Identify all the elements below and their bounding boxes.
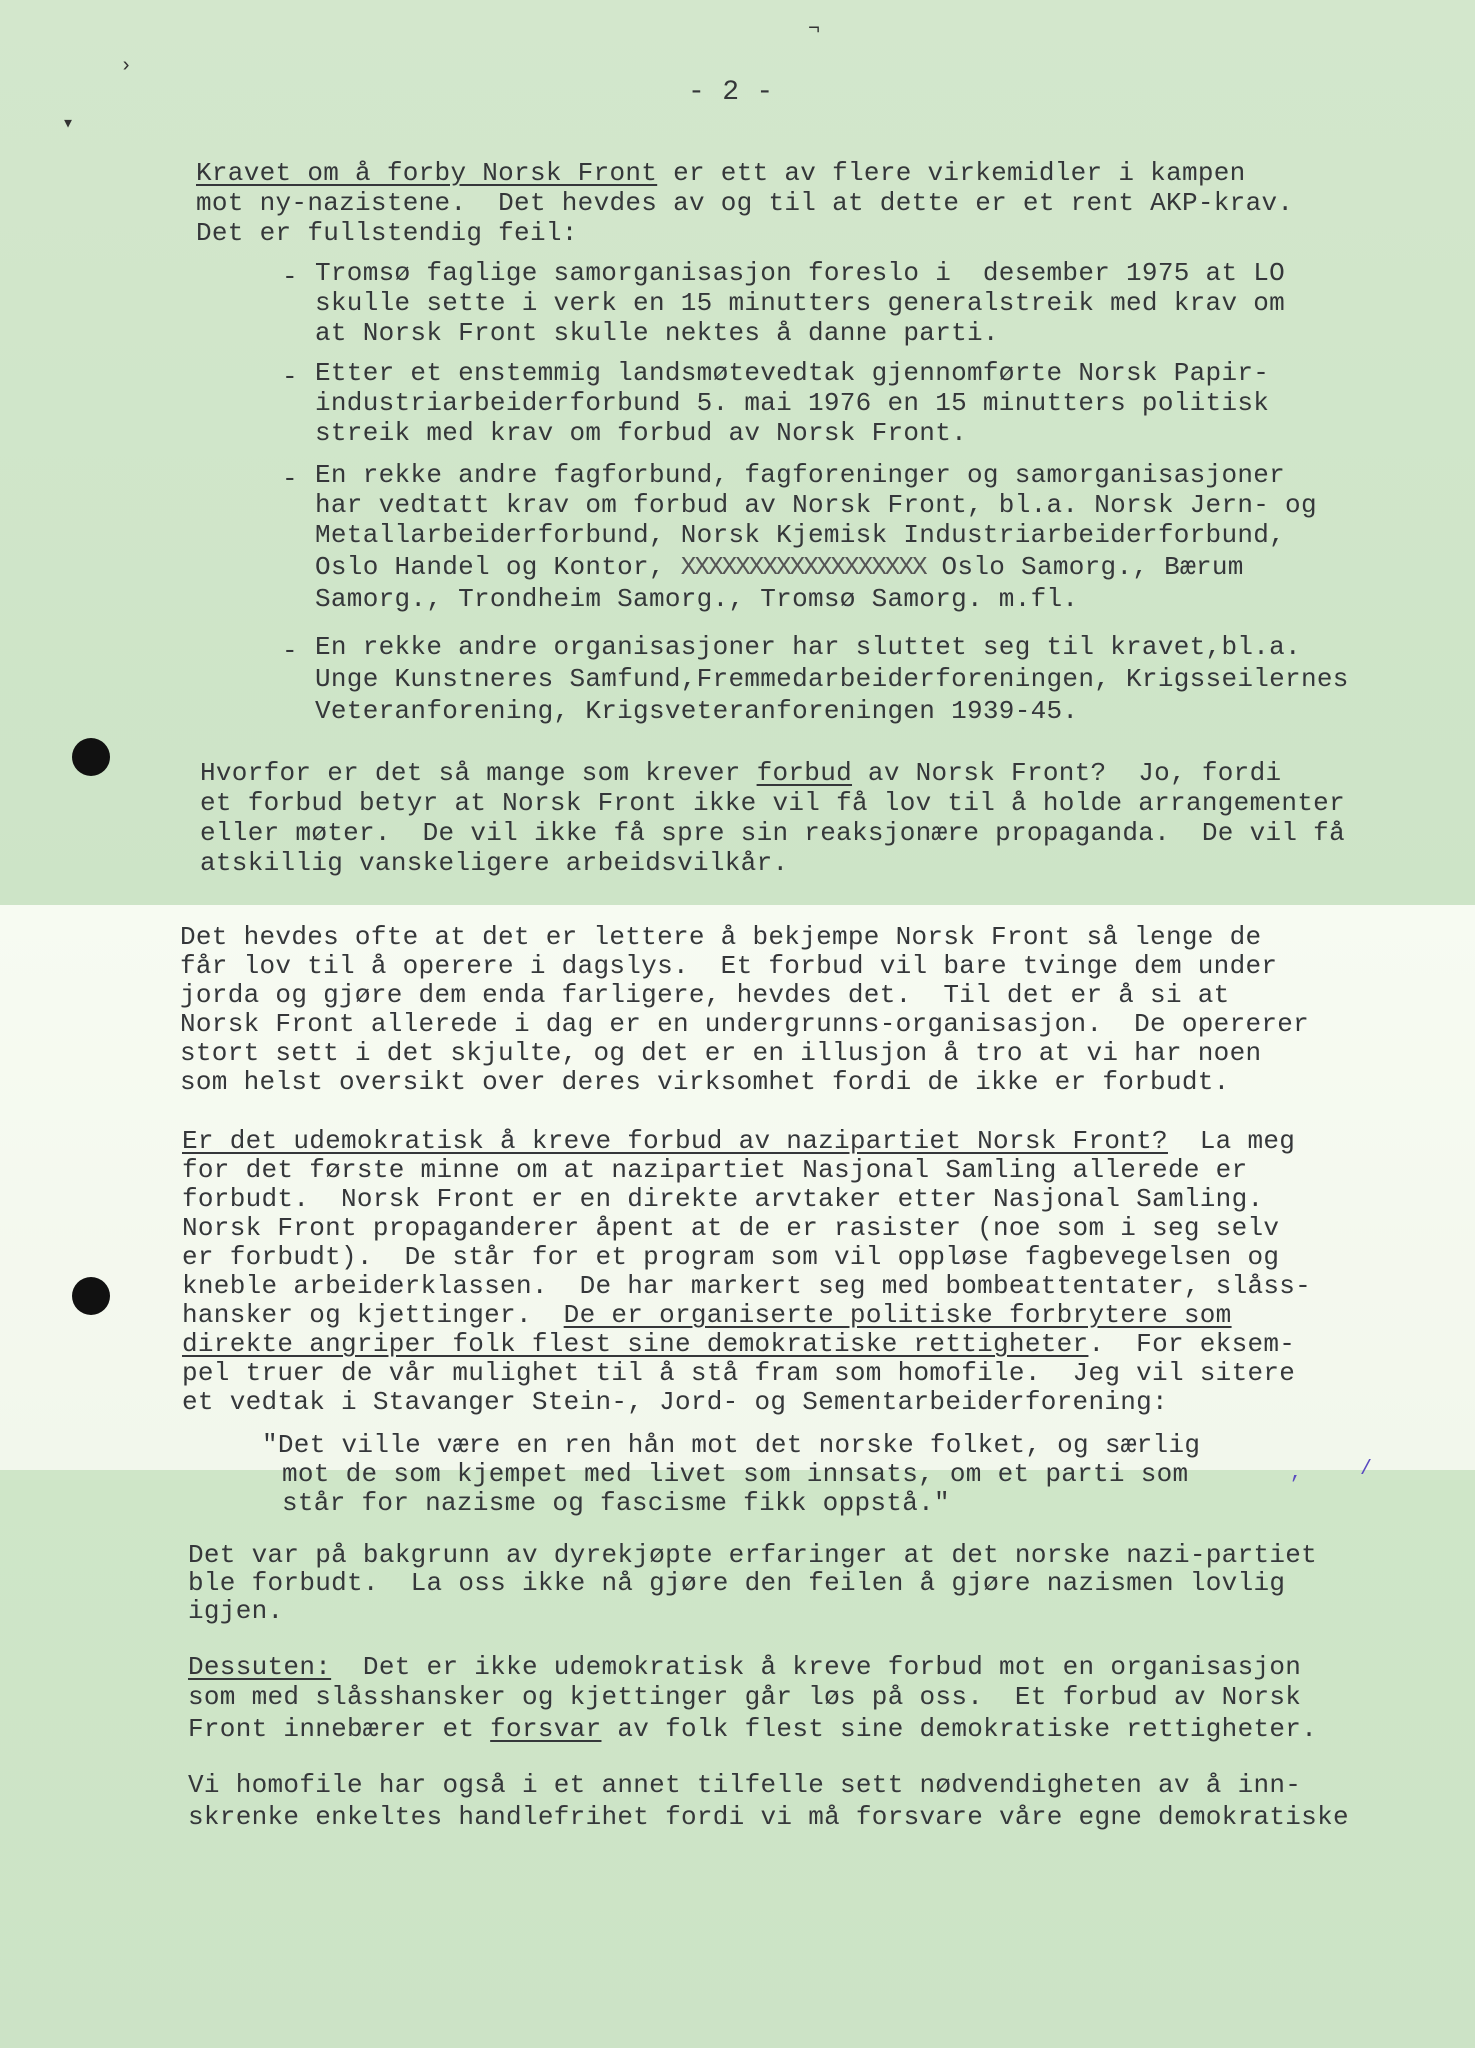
para-text: . For eksem- xyxy=(1088,1329,1296,1359)
bullet-line: Etter et enstemmig landsmøtevedtak gjennomførte Norsk Papir- xyxy=(315,358,1270,388)
para-line: et forbud betyr at Norsk Front ikke vil få lov til å holde arrangementer xyxy=(200,788,1345,818)
para-line: er forbudt). De står for et program som vil oppløse fagbevegelsen og xyxy=(182,1242,1280,1272)
para-text: Hvorfor er det så mange som krever xyxy=(200,758,757,788)
bullet-dash: - xyxy=(282,464,298,494)
para-line: Vi homofile har også i et annet tilfelle sett nødvendigheten av å inn- xyxy=(188,1770,1302,1800)
bullet-dash: - xyxy=(282,636,298,666)
punch-hole xyxy=(72,738,110,776)
bullet-line: Tromsø faglige samorganisasjon foreslo i desember 1975 at LO xyxy=(315,258,1286,288)
bullet-line: En rekke andre fagforbund, fagforeninger og samorganisasjoner xyxy=(315,460,1286,490)
para-text: Front innebærer et xyxy=(188,1714,491,1744)
bullet-line: Samorg., Trondheim Samorg., Tromsø Samorg. m.fl. xyxy=(315,584,1079,614)
para-line: Det hevdes ofte at det er lettere å bekjempe Norsk Front så lenge de xyxy=(180,922,1262,952)
para-line xyxy=(182,1126,1295,1156)
para-line: kneble arbeiderklassen. De har markert seg med bombeattentater, slåss- xyxy=(182,1271,1312,1301)
bullet-line: streik med krav om forbud av Norsk Front. xyxy=(315,418,968,448)
underlined-text: De er organiserte politiske forbrytere som xyxy=(563,1300,1232,1330)
para-text: av Norsk Front? Jo, fordi xyxy=(852,758,1282,788)
para-line xyxy=(182,1329,1295,1359)
underlined-heading: Er det udemokratisk å kreve forbud av nazipartiet Norsk Front? xyxy=(182,1126,1168,1156)
bullet-text: Oslo Handel og Kontor, xyxy=(315,552,681,582)
para-line: forbudt. Norsk Front er en direkte arvtaker etter Nasjonal Samling. xyxy=(182,1184,1264,1214)
para-line xyxy=(188,1714,1317,1744)
para-line: skrenke enkeltes handlefrihet fordi vi må forsvare våre egne demokratiske xyxy=(188,1802,1349,1832)
ink-mark: / xyxy=(1360,1458,1373,1481)
tick-mark: › xyxy=(120,55,133,78)
para-text: hansker og kjettinger. xyxy=(182,1300,564,1330)
ink-mark: , xyxy=(1290,1462,1303,1485)
underlined-word: Dessuten: xyxy=(188,1652,332,1682)
para-line xyxy=(182,1300,1232,1330)
quote-line: mot de som kjempet med livet som innsats, om et parti som xyxy=(282,1459,1189,1489)
underlined-word: forbud xyxy=(756,758,853,788)
para-text: La meg xyxy=(1167,1126,1296,1156)
para-line: som med slåsshansker og kjettinger går løs på oss. Et forbud av Norsk xyxy=(188,1682,1302,1712)
para-line: ble forbudt. La oss ikke nå gjøre den feilen å gjøre nazismen lovlig xyxy=(188,1568,1286,1598)
tick-mark: ¬ xyxy=(808,18,821,41)
struck-out-text: XXXXXXXXXXXXXXXXXX xyxy=(680,552,926,582)
quote-line: står for nazisme og fascisme fikk oppstå." xyxy=(282,1488,950,1518)
para-line: atskillig vanskeligere arbeidsvilkår. xyxy=(200,848,789,878)
page-number: - 2 - xyxy=(688,77,774,108)
para-line: jorda og gjøre dem enda farligere, hevdes det. Til det er å si at xyxy=(180,980,1230,1010)
bullet-line: En rekke andre organisasjoner har sluttet seg til kravet,bl.a. xyxy=(315,632,1301,662)
para-line: Det var på bakgrunn av dyrekjøpte erfaringer at det norske nazi-partiet xyxy=(188,1540,1318,1570)
bullet-line: industriarbeiderforbund 5. mai 1976 en 15 minutters politisk xyxy=(315,388,1270,418)
punch-hole xyxy=(72,1277,110,1315)
quote-line: "Det ville være en ren hån mot det norske folket, og særlig xyxy=(262,1430,1201,1460)
intro-line: mot ny-nazistene. Det hevdes av og til at dette er et rent AKP-krav. xyxy=(196,188,1294,218)
underlined-word: forsvar xyxy=(490,1714,602,1744)
para-line: for det første minne om at nazipartiet Nasjonal Samling allerede er xyxy=(182,1155,1248,1185)
para-line: igjen. xyxy=(188,1596,284,1626)
bullet-line: skulle sette i verk en 15 minutters generalstreik med krav om xyxy=(315,288,1286,318)
intro-text: er ett av flere virkemidler i kampen xyxy=(657,158,1246,188)
bullet-line: Veteranforening, Krigsveteranforeningen 1939-45. xyxy=(315,696,1079,726)
para-text: Det er ikke udemokratisk å kreve forbud mot en organisasjon xyxy=(331,1652,1302,1682)
intro-line xyxy=(196,158,1246,188)
intro-line: Det er fullstendig feil: xyxy=(196,218,578,248)
bullet-line: at Norsk Front skulle nektes å danne parti. xyxy=(315,318,999,348)
para-line: eller møter. De vil ikke få spre sin reaksjonære propaganda. De vil få xyxy=(200,818,1345,848)
bullet-line: har vedtatt krav om forbud av Norsk Front, bl.a. Norsk Jern- og xyxy=(315,490,1317,520)
tick-mark: ▾ xyxy=(62,113,75,136)
para-line xyxy=(200,758,1281,788)
bullet-line: Unge Kunstneres Samfund,Fremmedarbeiderforeningen, Krigsseilernes xyxy=(315,664,1349,694)
bullet-line: Metallarbeiderforbund, Norsk Kjemisk Industriarbeiderforbund, xyxy=(315,520,1286,550)
para-text: av folk flest sine demokratiske rettigheter. xyxy=(601,1714,1318,1744)
bullet-dash: - xyxy=(282,262,298,292)
underlined-text: direkte angriper folk flest sine demokratiske rettigheter xyxy=(182,1329,1089,1359)
para-line xyxy=(188,1652,1301,1682)
para-line: får lov til å operere i dagslys. Et forbud vil bare tvinge dem under xyxy=(180,951,1278,981)
para-line: Norsk Front allerede i dag er en undergrunns-organisasjon. De opererer xyxy=(180,1009,1310,1039)
bullet-line xyxy=(315,552,1244,582)
para-line: pel truer de vår mulighet til å stå fram som homofile. Jeg vil sitere xyxy=(182,1358,1296,1388)
para-line: stort sett i det skjulte, og det er en illusjon å tro at vi har noen xyxy=(180,1038,1262,1068)
intro-underlined: Kravet om å forby Norsk Front xyxy=(196,158,658,188)
para-line: som helst oversikt over deres virksomhet fordi de ikke er forbudt. xyxy=(180,1067,1230,1097)
para-line: Norsk Front propaganderer åpent at de er rasister (noe som i seg selv xyxy=(182,1213,1280,1243)
bullet-text: Oslo Samorg., Bærum xyxy=(925,552,1244,582)
bullet-dash: - xyxy=(282,362,298,392)
para-line: et vedtak i Stavanger Stein-, Jord- og Sementarbeiderforening: xyxy=(182,1387,1168,1417)
